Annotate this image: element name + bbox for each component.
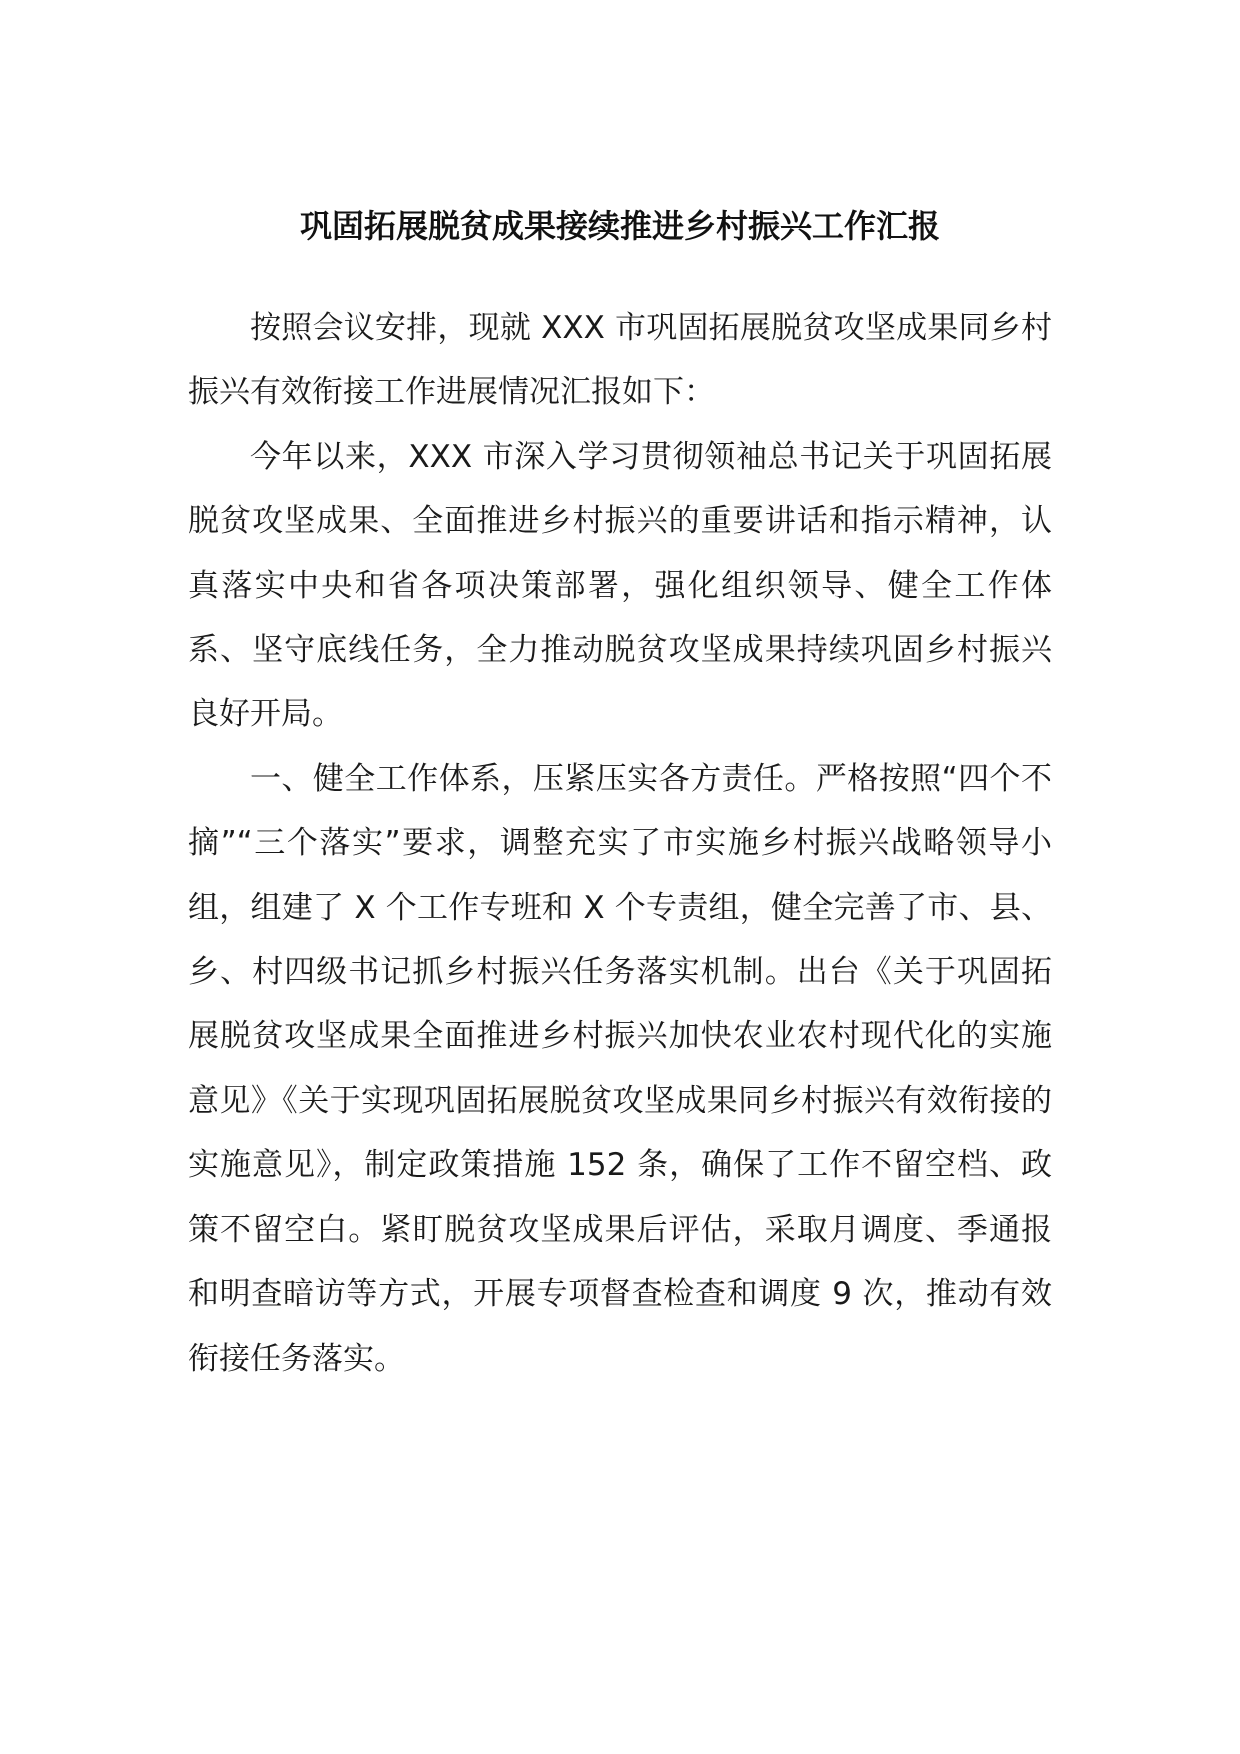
document-title: 巩固拓展脱贫成果接续推进乡村振兴工作汇报: [299, 207, 940, 245]
paragraph-overview: 今年以来，XXX 市深入学习贯彻领袖总书记关于巩固拓展脱贫攻坚成果、全面推进乡村振兴的重要讲话和指示精神，认真落实中央和省各项决策部署，强化组织领导、健全工作体系、坚守底线任务，全力推动脱贫攻坚成果持续巩固乡村振兴良好开局。: [188, 438, 1052, 733]
document-body: [188, 296, 1052, 1391]
paragraph-intro: 按照会议安排，现就 XXX 市巩固拓展脱贫攻坚成果同乡村振兴有效衔接工作进展情况汇报如下：: [188, 310, 1052, 411]
paragraph-section-one: 一、健全工作体系，压紧压实各方责任。严格按照“四个不摘”“三个落实”要求，调整充实了市实施乡村振兴战略领导小组，组建了 X 个工作专班和 X 个专责组，健全完善了市、县、乡、村四级书记抓乡村振兴任务落实机制。出台《关于巩固拓展脱贫攻坚成果全面推进乡村振兴加快农业农村现代化的实施意见》《关于实现巩固拓展脱贫攻坚成果同乡村振兴有效衔接的实施意见》，制定政策措施 152 条，确保了工作不留空档、政策不留空白。紧盯脱贫攻坚成果后评估，采取月调度、季通报和明查暗访等方式，开展专项督查检查和调度 9 次，推动有效衔接任务落实。: [188, 760, 1052, 1377]
